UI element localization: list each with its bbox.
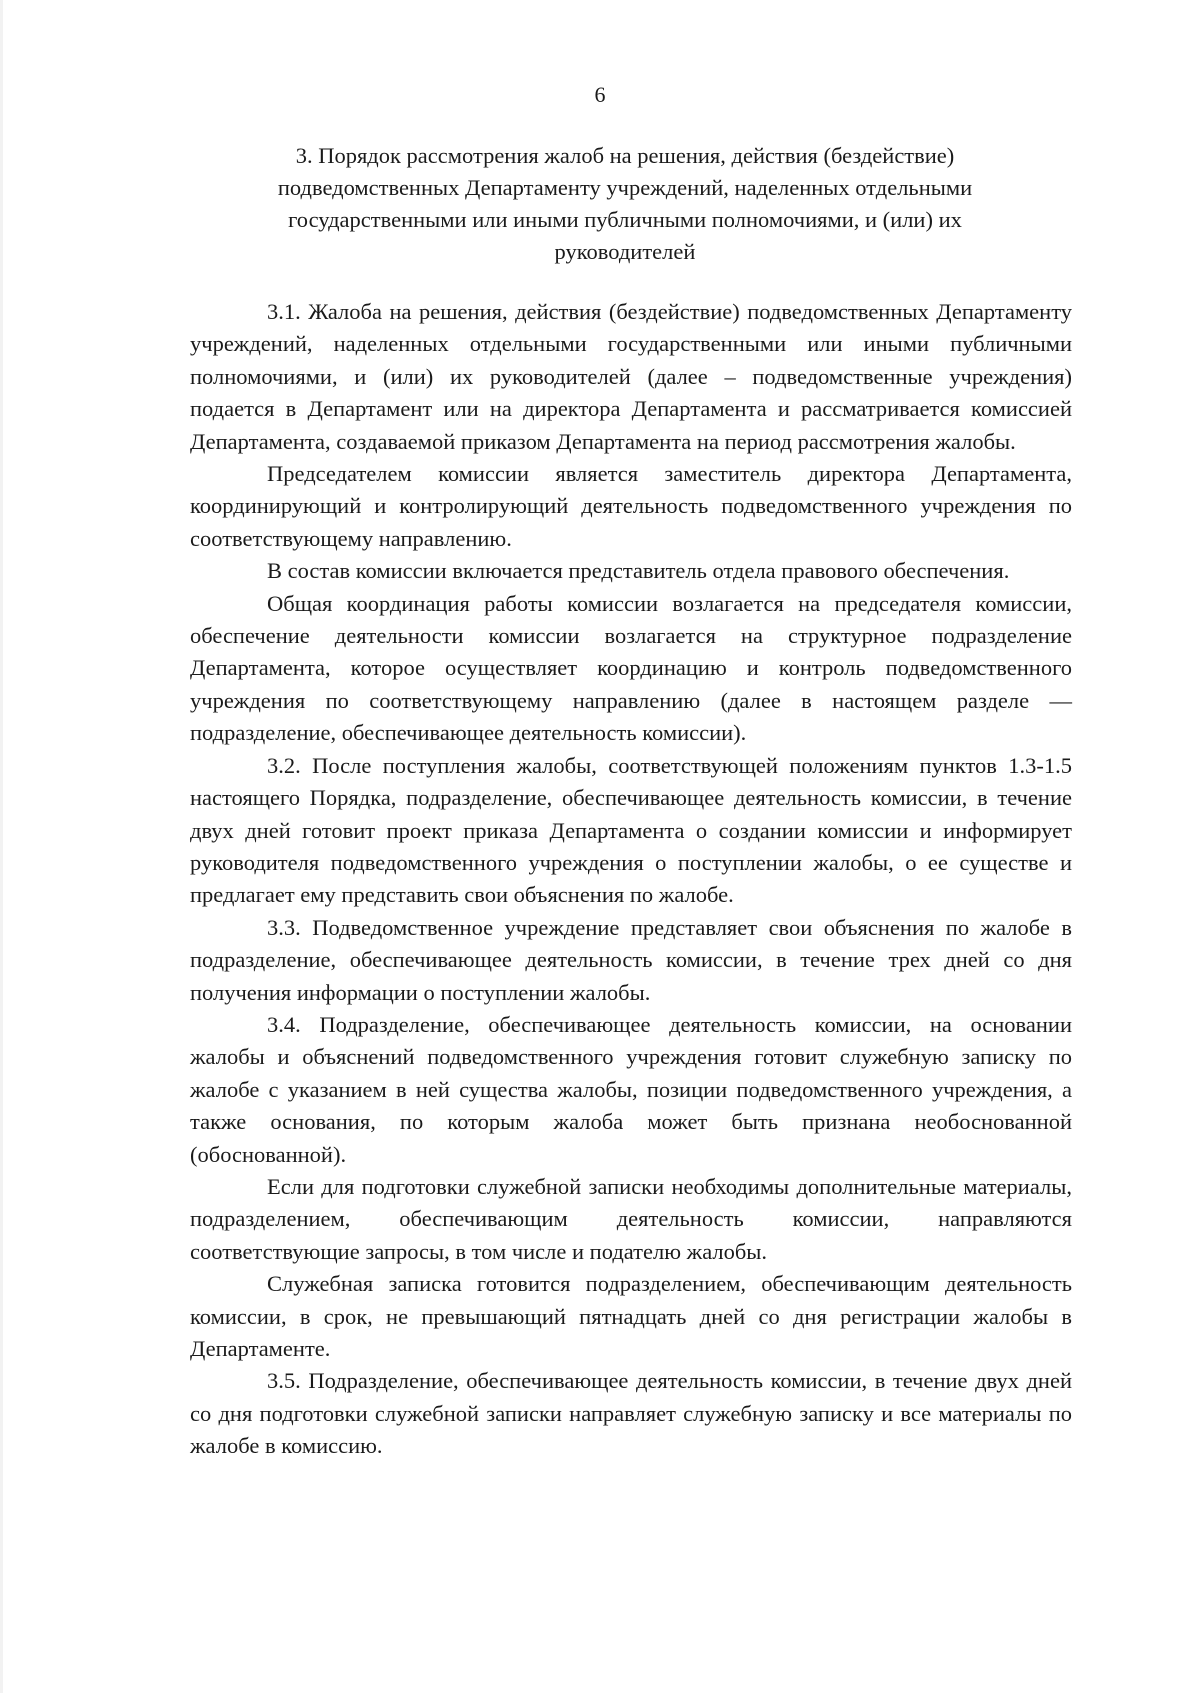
paragraph-3-3: 3.3. Подведомственное учреждение представляет свои объяснения по жалобе в подразделение, обеспечивающее деятельность комиссии, в течение трех дней со дня получения информации о поступлении жалобы. xyxy=(190,914,1072,1005)
paragraph-chairman: Председателем комиссии является заместитель директора Департамента, координирующий и контролирующий деятельность подведомственного учреждения по соответствующему направлению. xyxy=(190,461,1072,551)
heading-line: подведомственных Департаменту учреждений, наделенных отдельными xyxy=(277,175,973,200)
paragraph-additional-materials: Если для подготовки служебной записки необходимы дополнительные материалы, подразделением, обеспечивающим деятельность комиссии, направляются соответствующие запросы, в том числе и подателю жалобы. xyxy=(190,1173,1072,1264)
paragraph-composition: В состав комиссии включается представитель отдела правового обеспечения. xyxy=(267,558,1010,584)
heading-line: 3. Порядок рассмотрения жалоб на решения, действия (бездействие) xyxy=(295,143,955,168)
paragraph-memo-deadline: Служебная записка готовится подразделением, обеспечивающим деятельность комиссии, в срок, не превышающий пятнадцать дней со дня регистрации жалобы в Департаменте. xyxy=(190,1271,1072,1361)
paragraph-3-1: 3.1. Жалоба на решения, действия (бездействие) подведомственных Департаменту учреждений, наделенных отдельными государственными или иными публичными полномочиями, и (или) их руководителей (далее – подведомственные учреждения) подается в Департамент или на директора Департамента и рассматривается комиссией Департамента, создаваемой приказом Департамента на период рассмотрения жалобы. xyxy=(190,299,1072,454)
paragraph-3-2: 3.2. После поступления жалобы, соответствующей положениям пунктов 1.3-1.5 настоящего Порядка, подразделение, обеспечивающее деятельность комиссии, в течение двух дней готовит проект приказа Департамента о создании комиссии и информирует руководителя подведомственного учреждения о поступлении жалобы, о ее существе и предлагает ему представить свои объяснения по жалобе. xyxy=(190,752,1072,908)
heading-line: руководителей xyxy=(554,239,696,264)
page-number: 6 xyxy=(594,82,606,107)
heading-line: государственными или иными публичными полномочиями, и (или) их xyxy=(288,207,962,232)
paragraph-3-4: 3.4. Подразделение, обеспечивающее деятельность комиссии, на основании жалобы и объяснений подведомственного учреждения готовит служебную записку по жалобе с указанием в ней существа жалобы, позиции подведомственного учреждения, а также основания, по которым жалоба может быть признана необоснованной (обоснованной). xyxy=(190,1011,1072,1167)
paragraph-3-5: 3.5. Подразделение, обеспечивающее деятельность комиссии, в течение двух дней со дня подготовки служебной записки направляет служебную записку и все материалы по жалобе в комиссию. xyxy=(190,1368,1072,1459)
scan-edge xyxy=(0,0,3,1693)
body-text xyxy=(190,296,1072,1463)
section-heading xyxy=(210,140,1040,268)
paragraph-coordination: Общая координация работы комиссии возлагается на председателя комиссии, обеспечение деятельности комиссии возлагается на структурное подразделение Департамента, которое осуществляет координацию и контроль подведомственного учреждения по соответствующему направлению (далее в настоящем разделе — подразделение, обеспечивающее деятельность комиссии). xyxy=(190,590,1072,746)
